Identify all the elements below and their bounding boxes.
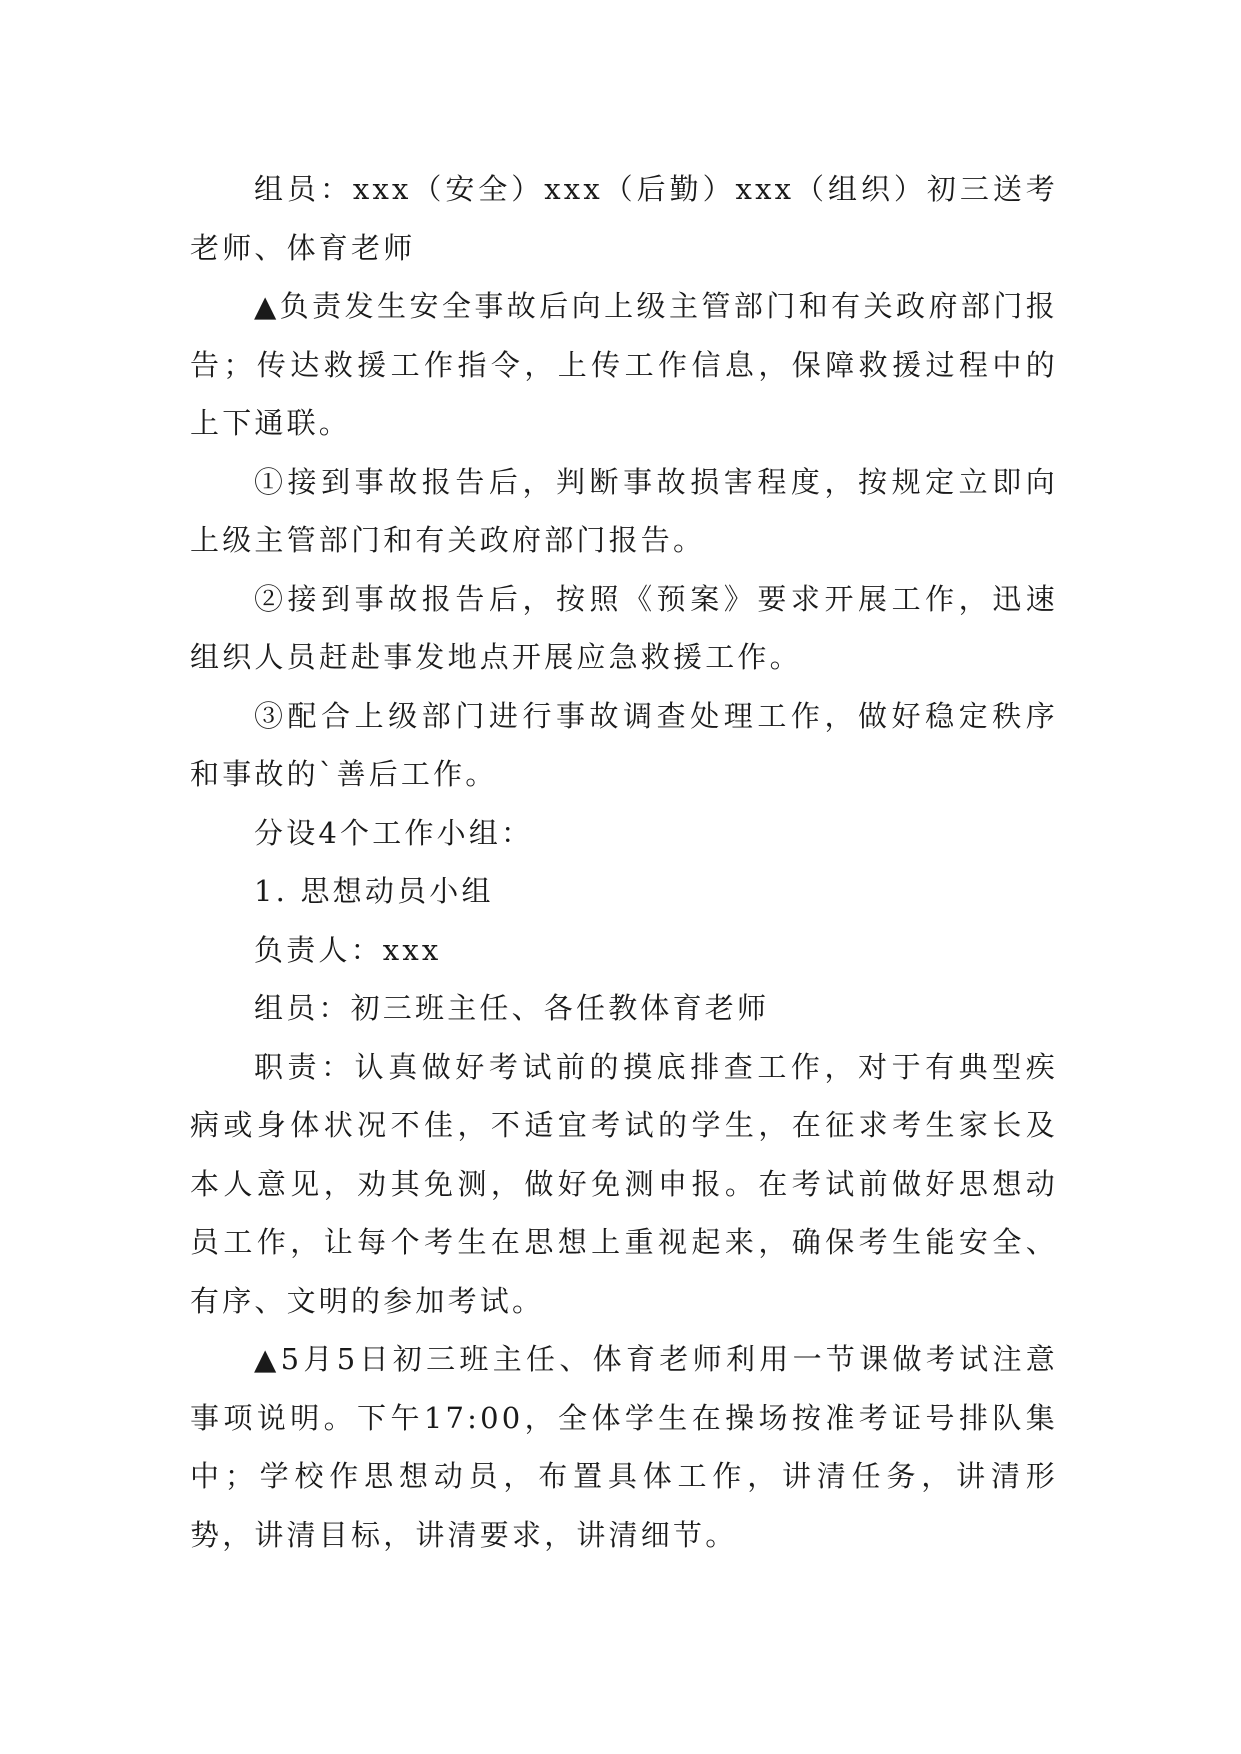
paragraph-step-1: ①接到事故报告后，判断事故损害程度，按规定立即向上级主管部门和有关政府部门报告。	[190, 464, 1058, 557]
heading-mobilization-group: 1. 思想动员小组	[254, 874, 494, 908]
paragraph-members-list: 组员：xxx（安全）xxx（后勤）xxx（组织）初三送考老师、体育老师	[190, 172, 1058, 265]
paragraph-responsibilities: 职责：认真做好考试前的摸底排查工作，对于有典型疾病或身体状况不佳，不适宜考试的学生，在征求考生家长及本人意见，劝其免测，做好免测申报。在考试前做好思想动员工作，让每个考生在思想上重视起来，确保考生能安全、有序、文明的参加考试。	[190, 1049, 1058, 1318]
paragraph-group-members: 组员：初三班主任、各任教体育老师	[254, 991, 770, 1025]
paragraph-schedule: ▲5月5日初三班主任、体育老师利用一节课做考试注意事项说明。下午17:00，全体学生在操场按准考证号排队集中；学校作思想动员，布置具体工作，讲清任务，讲清形势，讲清目标，讲清要求，讲清细节。	[190, 1342, 1058, 1552]
paragraph-group-leader: 负责人：xxx	[254, 932, 442, 967]
paragraph-work-groups: 分设4个工作小组：	[254, 815, 534, 850]
paragraph-reporting-duty: ▲负责发生安全事故后向上级主管部门和有关政府部门报告；传达救援工作指令，上传工作信息，保障救援过程中的上下通联。	[190, 289, 1058, 440]
paragraph-step-2: ②接到事故报告后，按照《预案》要求开展工作，迅速组织人员赶赴事发地点开展应急救援工作。	[190, 581, 1058, 674]
paragraph-step-3: ③配合上级部门进行事故调查处理工作，做好稳定秩序和事故的`善后工作。	[190, 698, 1058, 791]
document-body	[190, 160, 1058, 1564]
